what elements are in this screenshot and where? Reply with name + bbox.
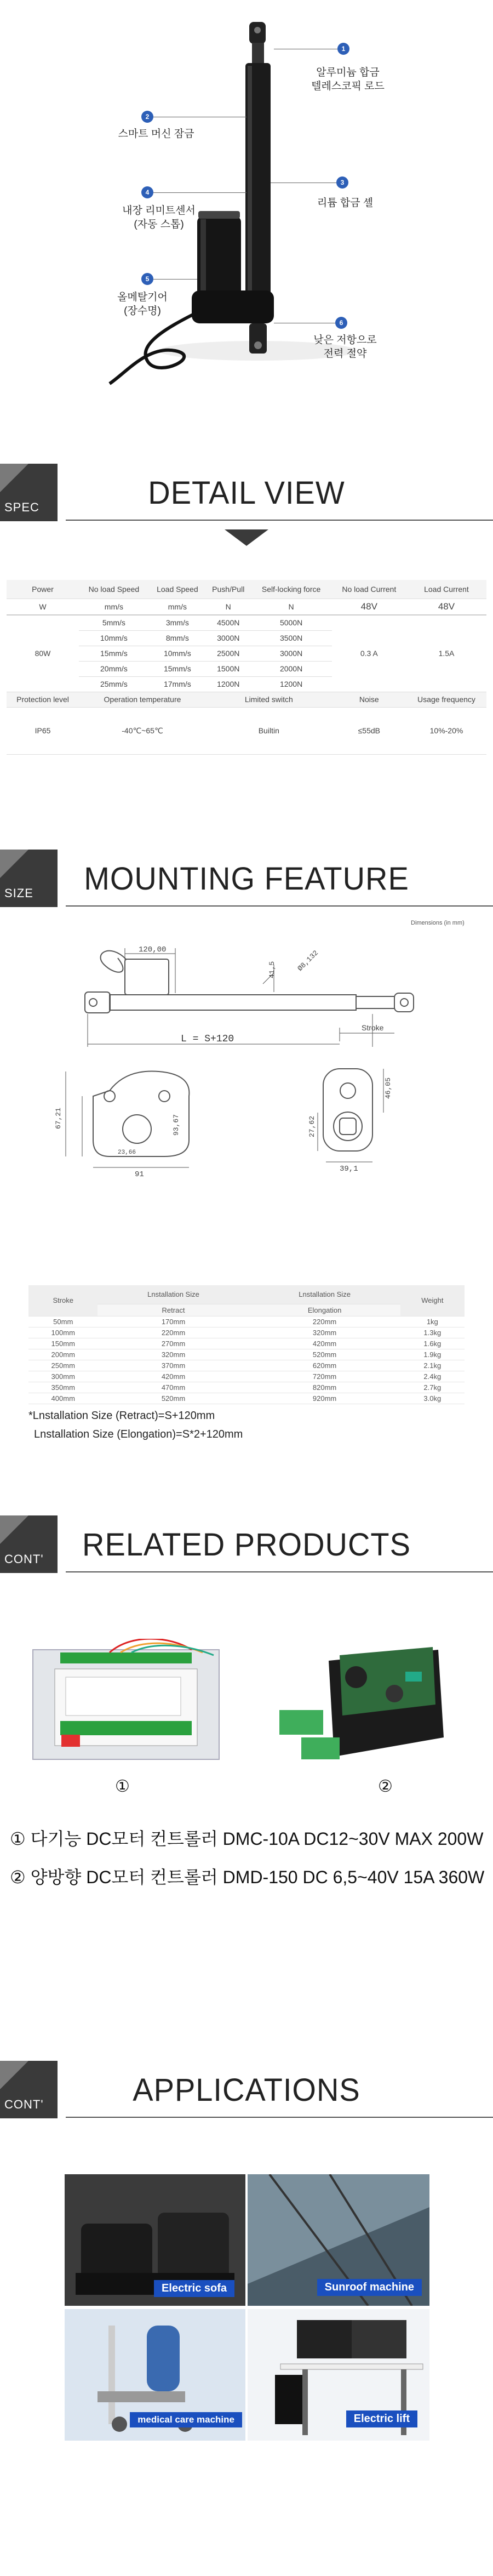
table-row bbox=[28, 1338, 465, 1349]
application-sunroof-machine bbox=[248, 2174, 429, 2306]
spec-header: Limited switch bbox=[206, 692, 332, 707]
spec-cell: 1200N bbox=[206, 676, 251, 692]
section-banner-applications bbox=[0, 2050, 493, 2127]
spec-header: Load Current bbox=[406, 580, 486, 599]
callout-text-4: 내장 리미트센서 (자동 스톱) bbox=[122, 205, 196, 230]
callout-leader-4 bbox=[153, 192, 246, 193]
mount-cell: 300mm bbox=[28, 1371, 98, 1382]
spec-cell: 25mm/s bbox=[79, 676, 149, 692]
table-row bbox=[28, 1371, 465, 1382]
spec-row-2 bbox=[7, 707, 486, 754]
application-caption: medical care machine bbox=[130, 2412, 242, 2427]
related-product-1-link[interactable]: ① 다기능 DC모터 컨트롤러 DMC-10A DC12~30V MAX 200W bbox=[10, 1829, 484, 1849]
dim-23-label: 23,66 bbox=[118, 1149, 136, 1156]
spec-header: Noise bbox=[332, 692, 406, 707]
spec-header: Power bbox=[7, 580, 79, 599]
mount-cell: 100mm bbox=[28, 1327, 98, 1338]
mount-note-1: *Lnstallation Size (Retract)=S+120mm bbox=[28, 1410, 215, 1422]
spec-cell: Builtin bbox=[206, 707, 332, 754]
mount-cell: 350mm bbox=[28, 1382, 98, 1393]
spec-load-current: 1.5A bbox=[406, 615, 486, 692]
mount-cell: 200mm bbox=[28, 1349, 98, 1360]
section-badge-label: CONT' bbox=[4, 2098, 44, 2111]
mount-header: Stroke bbox=[28, 1285, 98, 1316]
mount-header-row bbox=[28, 1285, 465, 1304]
mount-cell: 520mm bbox=[98, 1393, 249, 1404]
callout-leader-5 bbox=[153, 279, 197, 280]
spec-unit: N bbox=[251, 599, 332, 615]
spec-cell: 10%-20% bbox=[406, 707, 486, 754]
controller-1-image bbox=[27, 1639, 225, 1770]
spec-cell: 8mm/s bbox=[149, 630, 206, 646]
dim-46-label: 46,05 bbox=[384, 1077, 392, 1099]
callout-badge-1: 1 bbox=[337, 43, 349, 55]
section-badge-label: SPEC bbox=[4, 500, 39, 514]
mount-cell: 820mm bbox=[249, 1382, 400, 1393]
mount-header: Lnstallation Size bbox=[98, 1285, 249, 1304]
spec-cell: 5mm/s bbox=[79, 615, 149, 630]
spec-unit: 48V bbox=[406, 599, 486, 615]
callout-text-1: 알루미늄 합금 텔레스코픽 로드 bbox=[311, 67, 385, 92]
dim-hole-label: Ø8,132 bbox=[296, 949, 320, 973]
application-medical-care-machine bbox=[65, 2309, 245, 2441]
spec-cell: 20mm/s bbox=[79, 661, 149, 676]
application-caption: Electric lift bbox=[346, 2410, 417, 2427]
spec-cell: 15mm/s bbox=[79, 646, 149, 661]
mount-cell: 150mm bbox=[28, 1338, 98, 1349]
spec-cell: 10mm/s bbox=[79, 630, 149, 646]
callout-badge-2: 2 bbox=[141, 111, 153, 123]
controller-2-image bbox=[268, 1639, 455, 1770]
callout-text-2: 스마트 머신 잠금 bbox=[118, 128, 194, 140]
section-badge-label: CONT' bbox=[4, 1552, 44, 1566]
spec-header: No load Speed bbox=[79, 580, 149, 599]
spec-cell: 3mm/s bbox=[149, 615, 206, 630]
dimension-drawing bbox=[0, 932, 493, 1250]
dim-91-label: 91 bbox=[135, 1170, 144, 1179]
spec-unit: N bbox=[206, 599, 251, 615]
section-rule bbox=[66, 905, 493, 907]
section-title: MOUNTING FEATURE bbox=[84, 860, 409, 897]
mounting-table bbox=[28, 1285, 465, 1404]
spec-cell: ≤55dB bbox=[332, 707, 406, 754]
spec-cell: 2000N bbox=[251, 661, 332, 676]
mount-cell: 470mm bbox=[98, 1382, 249, 1393]
mount-cell: 2.4kg bbox=[400, 1371, 465, 1382]
spec-power: 80W bbox=[7, 615, 79, 692]
mount-cell: 220mm bbox=[98, 1327, 249, 1338]
section-title: APPLICATIONS bbox=[133, 2071, 360, 2108]
spec-row bbox=[7, 615, 486, 630]
spec-unit: 48V bbox=[332, 599, 406, 615]
mount-cell: 420mm bbox=[98, 1371, 249, 1382]
spec-no-load-current: 0.3 A bbox=[332, 615, 406, 692]
section-banner-spec bbox=[0, 453, 493, 529]
product-2-number: ② bbox=[378, 1777, 393, 1796]
dim-67-label: 67,21 bbox=[54, 1107, 62, 1129]
callout-badge-5: 5 bbox=[141, 273, 153, 285]
product-1-number: ① bbox=[115, 1777, 130, 1796]
actuator-illustration bbox=[0, 0, 493, 449]
spec-unit-row bbox=[7, 599, 486, 615]
table-row bbox=[28, 1360, 465, 1371]
mount-cell: 920mm bbox=[249, 1393, 400, 1404]
spec-cell: -40℃~65℃ bbox=[79, 707, 206, 754]
mount-cell: 400mm bbox=[28, 1393, 98, 1404]
section-banner-related bbox=[0, 1504, 493, 1581]
spec-header: Self-locking force bbox=[251, 580, 332, 599]
mount-subheader: Elongation bbox=[249, 1304, 400, 1316]
section-banner-size bbox=[0, 839, 493, 915]
spec-header-row-2 bbox=[7, 692, 486, 707]
dim-27-label: 27,62 bbox=[308, 1115, 316, 1137]
spec-unit: mm/s bbox=[149, 599, 206, 615]
section-title: RELATED PRODUCTS bbox=[82, 1526, 411, 1563]
mount-cell: 170mm bbox=[98, 1316, 249, 1327]
callout-text-6: 낮은 저항으로 전력 절약 bbox=[313, 334, 377, 360]
spec-cell: 2500N bbox=[206, 646, 251, 661]
section-badge-label: SIZE bbox=[4, 886, 33, 900]
spec-cell: 17mm/s bbox=[149, 676, 206, 692]
spec-header: Operation temperature bbox=[79, 692, 206, 707]
mount-cell: 370mm bbox=[98, 1360, 249, 1371]
mount-subheader: Retract bbox=[98, 1304, 249, 1316]
spec-header: Protection level bbox=[7, 692, 79, 707]
application-electric-sofa bbox=[65, 2174, 245, 2306]
hero-product-section bbox=[0, 0, 493, 449]
mount-note-2: Lnstallation Size (Elongation)=S*2+120mm bbox=[34, 1428, 243, 1440]
mount-cell: 50mm bbox=[28, 1316, 98, 1327]
spec-header: No load Current bbox=[332, 580, 406, 599]
callout-badge-6: 6 bbox=[335, 317, 347, 329]
dim-39-label: 39,1 bbox=[340, 1165, 358, 1173]
drawing-units-note: Dimensions (in mm) bbox=[411, 920, 465, 926]
mount-cell: 1.9kg bbox=[400, 1349, 465, 1360]
dim-length-label: L = S+120 bbox=[181, 1034, 234, 1045]
spec-cell: 1200N bbox=[251, 676, 332, 692]
spec-table bbox=[7, 580, 486, 755]
application-caption: Sunroof machine bbox=[317, 2279, 422, 2296]
callout-badge-4: 4 bbox=[141, 186, 153, 198]
spec-header: Usage frequency bbox=[406, 692, 486, 707]
spec-cell: 10mm/s bbox=[149, 646, 206, 661]
mount-header: Lnstallation Size bbox=[249, 1285, 400, 1304]
mount-cell: 2.1kg bbox=[400, 1360, 465, 1371]
table-row bbox=[28, 1393, 465, 1404]
mount-cell: 220mm bbox=[249, 1316, 400, 1327]
callout-text-5: 올메탈기어 (장수명) bbox=[117, 292, 168, 317]
spec-cell: 4500N bbox=[206, 615, 251, 630]
spec-cell: 3000N bbox=[251, 646, 332, 661]
dim-93-label: 93,67 bbox=[172, 1114, 180, 1136]
mount-cell: 1.6kg bbox=[400, 1338, 465, 1349]
mount-cell: 270mm bbox=[98, 1338, 249, 1349]
mount-cell: 320mm bbox=[98, 1349, 249, 1360]
dim-41-label: 41,5 bbox=[268, 961, 276, 978]
spec-cell: 3500N bbox=[251, 630, 332, 646]
section-arrow-icon bbox=[225, 529, 268, 549]
section-rule bbox=[66, 2117, 493, 2118]
mount-cell: 250mm bbox=[28, 1360, 98, 1371]
mount-cell: 420mm bbox=[249, 1338, 400, 1349]
mount-cell: 2.7kg bbox=[400, 1382, 465, 1393]
spec-cell: 5000N bbox=[251, 615, 332, 630]
mount-cell: 620mm bbox=[249, 1360, 400, 1371]
mount-cell: 1.3kg bbox=[400, 1327, 465, 1338]
spec-header: Push/Pull bbox=[206, 580, 251, 599]
table-row bbox=[28, 1349, 465, 1360]
application-electric-lift bbox=[248, 2309, 429, 2441]
spec-header-row bbox=[7, 580, 486, 599]
table-row bbox=[28, 1316, 465, 1327]
spec-cell: 1500N bbox=[206, 661, 251, 676]
table-row bbox=[28, 1382, 465, 1393]
mount-cell: 520mm bbox=[249, 1349, 400, 1360]
spec-cell: 3000N bbox=[206, 630, 251, 646]
spec-cell: IP65 bbox=[7, 707, 79, 754]
mount-cell: 320mm bbox=[249, 1327, 400, 1338]
callout-text-3: 리튬 합금 셸 bbox=[317, 197, 374, 209]
mount-header: Weight bbox=[400, 1285, 465, 1316]
spec-header: Load Speed bbox=[149, 580, 206, 599]
spec-cell: 15mm/s bbox=[149, 661, 206, 676]
table-row bbox=[28, 1327, 465, 1338]
related-product-2-link[interactable]: ② 양방향 DC모터 컨트롤러 DMD-150 DC 6,5~40V 15A 360W bbox=[10, 1867, 485, 1887]
callout-badge-3: 3 bbox=[336, 176, 348, 189]
mount-cell: 1kg bbox=[400, 1316, 465, 1327]
dim-stroke-label: Stroke bbox=[362, 1023, 384, 1032]
dim-120-label: 120,00 bbox=[139, 945, 167, 954]
section-rule bbox=[66, 520, 493, 521]
section-rule bbox=[66, 1571, 493, 1572]
spec-unit: mm/s bbox=[79, 599, 149, 615]
mount-cell: 720mm bbox=[249, 1371, 400, 1382]
mount-cell: 3.0kg bbox=[400, 1393, 465, 1404]
application-caption: Electric sofa bbox=[154, 2280, 234, 2297]
section-title: DETAIL VIEW bbox=[148, 474, 345, 511]
spec-unit: W bbox=[7, 599, 79, 615]
